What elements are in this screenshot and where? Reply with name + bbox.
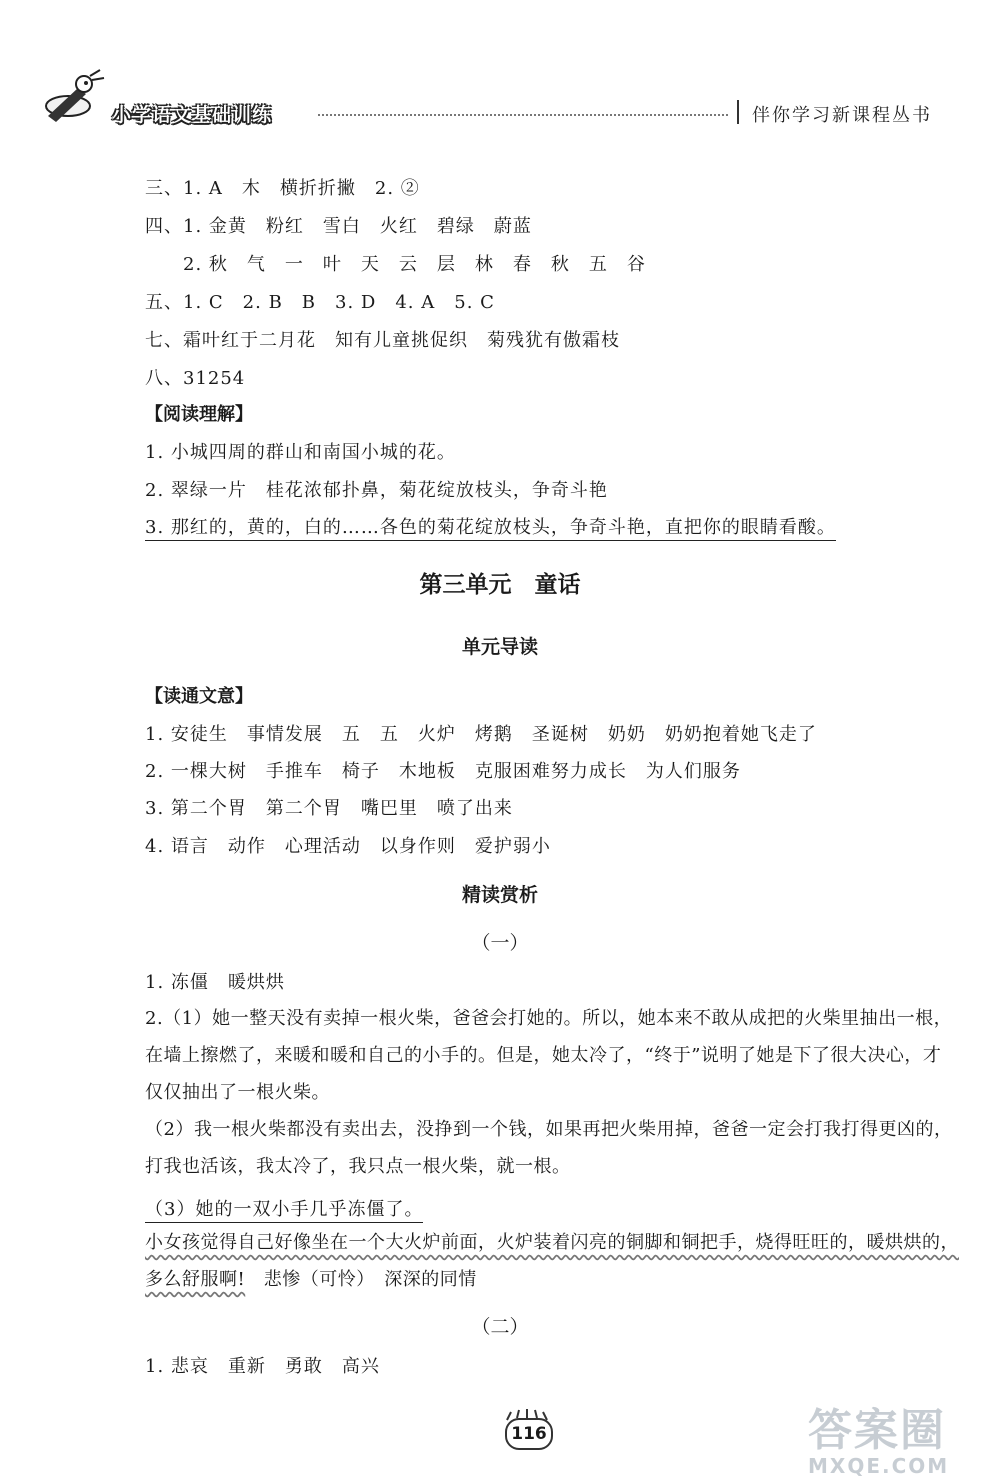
part1-q2-3-wrap [145, 1195, 423, 1221]
answer-line: 七、霜叶红于二月花 知有儿童挑促织 菊残犹有傲霜枝 [145, 330, 620, 351]
page-header [0, 0, 1000, 140]
watermark-url: MXQE.COM [808, 1454, 950, 1478]
guide-heading: 【读通文意】 [145, 686, 253, 707]
guide-title: 单元导读 [461, 636, 538, 658]
reading-item: 1. 小城四周的群山和南国小城的花。 [145, 442, 456, 463]
watermark-logo-text: 答案圈 [808, 1405, 946, 1456]
reading-heading: 【阅读理解】 [145, 404, 253, 425]
series-title: 小学语文基础训练 [112, 104, 273, 126]
part1-title: （一） [471, 932, 529, 954]
page-number-badge [497, 1408, 557, 1458]
guide-item: 1. 安徒生 事情发展 五 五 火炉 烤鹅 圣诞树 奶奶 奶奶抱着她飞走了 [145, 724, 817, 745]
answer-line: 八、31254 [145, 368, 246, 389]
guide-item: 2. 一棵大树 手推车 椅子 木地板 克服困难努力成长 为人们服务 [145, 761, 741, 782]
answer-line: 三、1. A 木 横折折撇 2. ② [145, 178, 420, 199]
unit-title: 第三单元 童话 [419, 572, 581, 598]
part2-q1: 1. 悲哀 重新 勇敢 高兴 [145, 1356, 380, 1377]
answer-line: 四、1. 金黄 粉红 雪白 火红 碧绿 蔚蓝 [145, 216, 532, 237]
part1-q3-answer: 悲惨（可怜） 深深的同情 [245, 1269, 477, 1290]
page-number: 116 [505, 1418, 553, 1450]
reading-item: 3. 那红的，黄的，白的……各色的菊花绽放枝头，争奇斗艳，直把你的眼睛看酸。 [145, 517, 836, 541]
series-name: 伴你学习新课程丛书 [752, 105, 932, 126]
pen-mascot-icon [38, 68, 108, 128]
answer-line: 2. 秋 气 一 叶 天 云 层 林 春 秋 五 谷 [145, 254, 646, 275]
header-dotted-rule [318, 114, 728, 116]
part1-q1: 1. 冻僵 暖烘烘 [145, 972, 285, 993]
answer-line: 五、1. C 2. B B 3. D 4. A 5. C [145, 292, 495, 313]
part1-q3-quote: 小女孩觉得自己好像坐在一个大火炉前面，火炉装着闪亮的铜脚和铜把手，烧得旺旺的，暖烘烘的，多么舒服啊! [145, 1232, 959, 1290]
watermark [808, 1405, 988, 1478]
reading-item: 2. 翠绿一片 桂花浓郁扑鼻，菊花绽放枝头，争奇斗艳 [145, 480, 608, 501]
part2-title: （二） [471, 1316, 529, 1338]
header-divider [737, 100, 739, 124]
guide-item: 3. 第二个胃 第二个胃 嘴巴里 喷了出来 [145, 798, 513, 819]
reading-item-underlined-wrap [145, 513, 836, 539]
analysis-title: 精读赏析 [461, 884, 538, 906]
guide-item: 4. 语言 动作 心理活动 以身作则 爱护弱小 [145, 836, 551, 857]
part1-q3 [145, 1224, 960, 1298]
part1-q2-1: 2.（1）她一整天没有卖掉一根火柴，爸爸会打她的。所以，她本来不敢从成把的火柴里抽出一根，在墙上擦燃了，来暖和暖和自己的小手的。但是，她太冷了，“终于”说明了她是下了很大决心，才仅仅抽出了一根火柴。 [145, 1008, 953, 1103]
part1-q2-2: （2）我一根火柴都没有卖出去，没挣到一个钱，如果再把火柴用掉，爸爸一定会打我打得更凶的，打我也活该，我太冷了，我只点一根火柴，就一根。 [145, 1119, 953, 1177]
part1-q2-3: （3）她的一双小手几乎冻僵了。 [145, 1199, 423, 1223]
